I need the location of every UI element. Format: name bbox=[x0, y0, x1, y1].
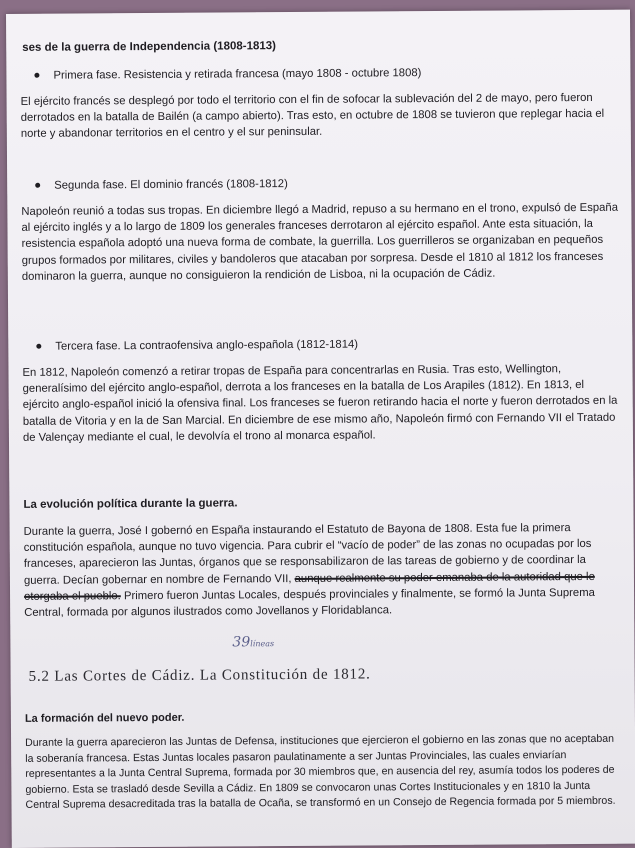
bullet-phase-2 bbox=[35, 176, 288, 194]
bullet-label: Tercera fase. La contraofensiva anglo-española (1812-1814) bbox=[55, 338, 359, 353]
bullet-label: Segunda fase. El dominio francés (1808-1812) bbox=[54, 178, 288, 192]
paragraph-new-power: Durante la guerra aparecieron las Juntas de Defensa, instituciones que ejercieron el gobierno en las zonas que no aceptaban la soberanía francesa. Estas Juntas locales pasaron paulatinamente a ser Juntas Provinciales, las cuales enviarían representantes a la Junta Central Suprema, formada por 30 miembros que, en ausencia del rey, asumía todos los poderes de gobierno. Esta se trasladó desde Sevilla a Cádiz. En 1809 se convocaron unas Cortes Institucionales y en 1810 la Junta Central Suprema desacreditada tras la batalla de Ocaña, se transformó en un Consejo de Regencia formada por 5 miembros. bbox=[25, 732, 616, 812]
bullet-icon bbox=[34, 72, 39, 77]
subsection-title-new-power: La formación del nuevo poder. bbox=[24, 711, 185, 725]
struck-text: aunque realmente su poder emanaba de la autoridad que le otorgaba el pueblo. bbox=[24, 570, 595, 603]
handwritten-word: líneas bbox=[250, 639, 275, 649]
bullet-icon bbox=[35, 182, 40, 187]
paragraph-phase-1: El ejército francés se desplegó por todo el territorio con el fin de sofocar la sublevación del 2 de mayo, pero fueron derrotados en la batalla de Bailén (a campo abierto). Tras esto, en octubre de 1808 se tuvieron que replegar hacia el norte y abandonar territorios en el centro y el sur peninsular. bbox=[20, 91, 605, 141]
bullet-icon bbox=[36, 343, 41, 348]
text-before-strike: Durante la guerra, José I gobernó en España instaurando el Estatuto de Bayona de 1808. Esta fue la primera constitución española, aunque no tuvo vigencia. Para cubrir el “vacío de poder” de las zonas no ocupadas por los franceses, aparecieron las Juntas, órganos que se responsabilizaron de las tareas de gobierno y de coordinar la guerra. Decían gobernar en nombre de Fernando VII, bbox=[23, 522, 592, 587]
bullet-label: Primera fase. Resistencia y retirada francesa (mayo 1808 - octubre 1808) bbox=[53, 67, 422, 82]
handwritten-number: 39 bbox=[232, 634, 251, 651]
section-title-cortes-cadiz: 5.2 Las Cortes de Cádiz. La Constitución de 1812. bbox=[28, 666, 371, 685]
bullet-phase-1 bbox=[34, 65, 421, 84]
handwritten-note bbox=[232, 634, 274, 652]
text-after-strike: Primero fueron Juntas Locales, después provinciales y finalmente, se formó la Junta Suprema Central, formada por algunos ilustrados como Jovellanos y Floridablanca. bbox=[24, 586, 595, 619]
section-title-phases: ses de la guerra de Independencia (1808-1813) bbox=[22, 40, 277, 54]
document-page bbox=[6, 10, 635, 848]
paragraph-phase-3: En 1812, Napoleón comenzó a retirar tropas de España para concentrarlas en Rusia. Tras esto, Wellington, generalísimo del ejército anglo-español, derrota a los franceses en la batalla de Los Arapiles (1812). En 1813, el ejército anglo-español inició la ofensiva final. Los franceses se fueron retirando hacia el norte y fueron derrotados en la batalla de Vitoria y en la de San Marcial. En diciembre de ese mismo año, Napoleón firmó con Fernando VII el Tratado de Valençay mediante el cual, le devolvía el trono al monarca español. bbox=[22, 363, 618, 444]
paragraph-phase-2: Napoleón reunió a todas sus tropas. En diciembre llegó a Madrid, repuso a su hermano en el trono, expulsó de España al ejército inglés y a lo largo de 1809 los generales franceses derrotaron al ejército español. Ante esta situación, la resistencia española adoptó una nueva forma de combate, la guerrilla. Los guerrilleros se organizaban en pequeños grupos formados por militares, civiles y bandoleros que atacaban por sorpresa. Desde el 1810 al 1812 los franceses dominaron la guerra, aunque no consiguieron la rendición de Lisboa, ni la ocupación de Cádiz. bbox=[21, 201, 619, 283]
paragraph-political-evolution bbox=[24, 520, 623, 621]
section-title-political-evolution: La evolución política durante la guerra. bbox=[23, 497, 238, 511]
bullet-phase-3 bbox=[36, 337, 358, 355]
